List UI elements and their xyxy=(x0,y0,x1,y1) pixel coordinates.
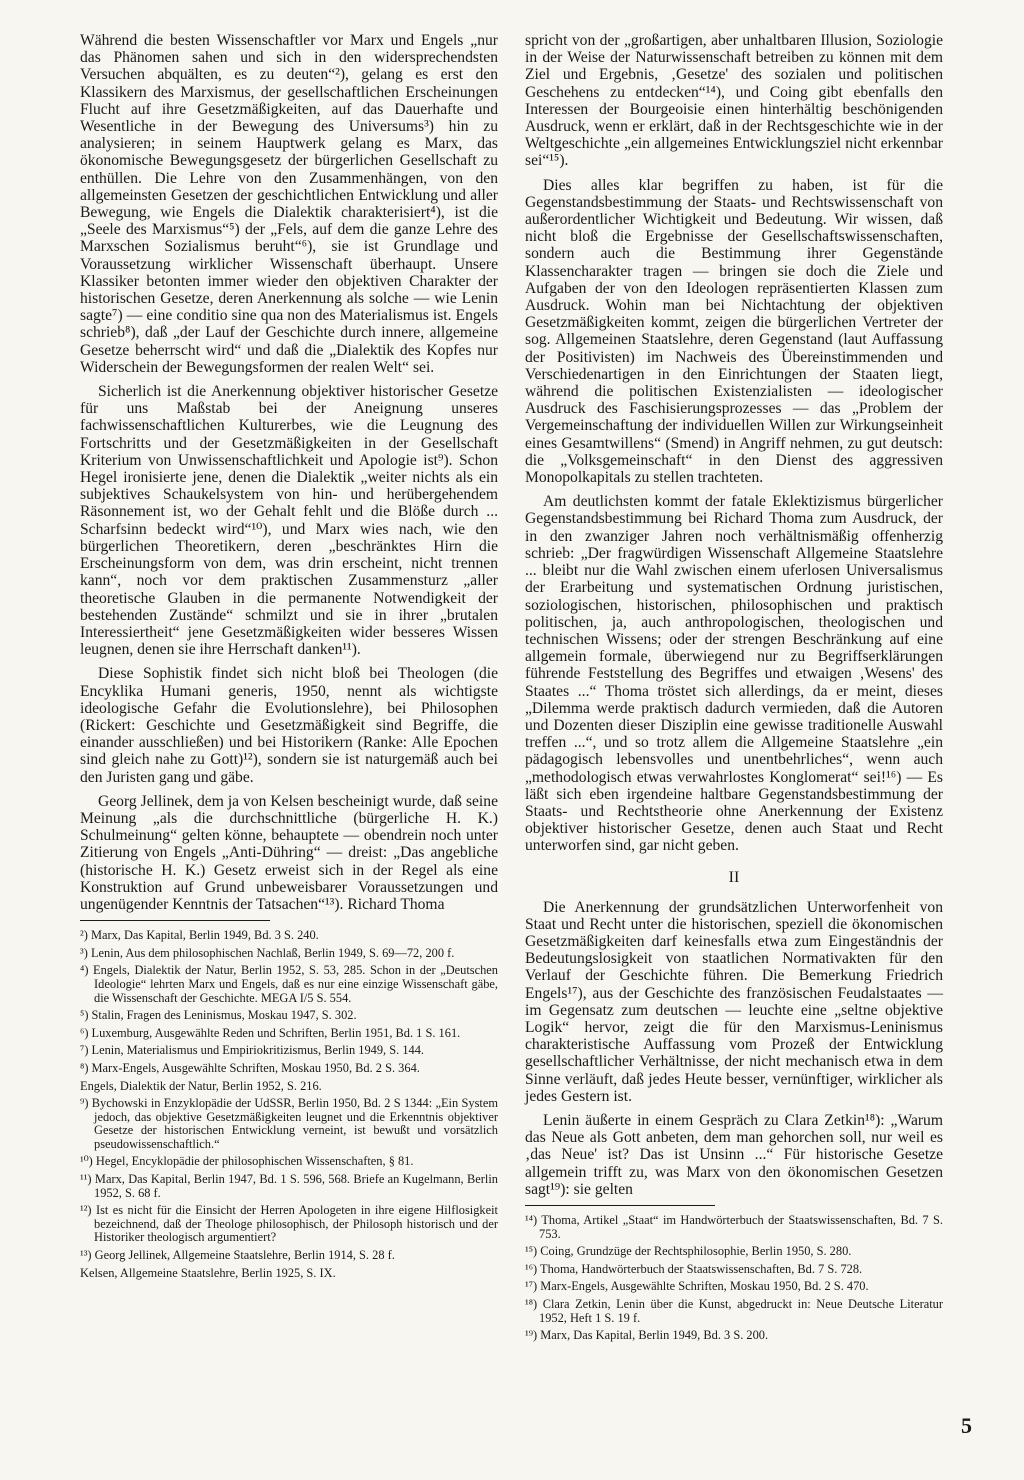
page-number: 5 xyxy=(961,1413,972,1438)
footnote-list xyxy=(80,929,498,1280)
footnote: ¹⁵) Coing, Grundzüge der Rechtsphilosophie, Berlin 1950, S. 280. xyxy=(525,1244,852,1259)
section-heading: II xyxy=(728,868,740,886)
footnote: ¹³) Georg Jellinek, Allgemeine Staatslehre, Berlin 1914, S. 28 f. xyxy=(80,1248,395,1263)
footnote-divider xyxy=(525,1205,715,1206)
footnote-list xyxy=(525,1214,943,1343)
footnote: ³) Lenin, Aus dem philosophischen Nachlaß, Berlin 1949, S. 69—72, 200 f. xyxy=(80,945,455,960)
body-paragraph: Dies alles klar begriffen zu haben, ist für die Gegenstandsbestimmung der Staats- und Rechtswissenschaft von außerordentlicher Wichtigkeit und Bedeutung. Wir wissen, daß nicht bloß die Ergebnisse der Gesellschaftswissenschaften, sondern auch die Bestimmung ihrer Gegenstände Klassencharakter tragen — bringen sie doch die Ziele und Aufgaben der von den Ideologen repräsentierten Klassen zum Ausdruck. Wohin man bei Nichtachtung der objektiven Gesetzmäßigkeiten kommt, zeigen die bürgerlichen Vertreter der sog. Allgemeinen Staatslehre, deren Gegenstand (laut Auffassung der Positivisten) im Nachweis des Übereinstimmenden und Verschiedenartigen in den Einrichtungen der Staaten liegt, während die politischen Existenzialisten — ideologischer Ausdruck des Faschisierungsprozesses — das „Problem der Vergemeinschaftung der individuellen Willen zur Wirkungseinheit eines Gesamtwillens“ (Smend) in Angriff nehmen, zu gut deutsch: die „Volksgemeinschaft“ in den Dienst des aggressiven Monopolkapitals zu stellen trachteten. xyxy=(525,176,943,487)
footnote: ¹¹) Marx, Das Kapital, Berlin 1947, Bd. 1 S. 596, 568. Briefe an Kugelmann, Berlin 1952, S. 68 f. xyxy=(80,1172,498,1200)
body-paragraph: Sicherlich ist die Anerkennung objektiver historischer Gesetze für uns Maßstab bei der Aneignung unseres fachwissenschaftlichen Kulturerbes, wie die Leugnung des Fortschritts und der Gesetzmäßigkeiten in der Gesellschaft Kriterium von Unwissenschaftlichkeit und Apologie ist⁹). Schon Hegel ironisierte jene, denen die Dialektik „weiter nichts als ein subjektives Schaukelsystem von hin- und herübergehendem Räsonnement ist, wo der Gehalt fehlt und die Blöße durch ... Scharfsinn bedeckt wird“¹⁰), und Marx wies nach, wie den bürgerlichen Theoretikern, deren „beschränktes Hirn die Erscheinungsform von dem, was drin erscheint, nicht trennen kann“, noch vor dem praktischen Zusammensturz „aller theoretische Glauben in die permanente Notwendigkeit der bestehenden Zustände“ schmilzt und sie in ihrer „brutalen Interessiertheit“ jene Gesetzmäßigkeiten wider besseres Wissen leugnen, denen sie ihre Herrschaft danken¹¹). xyxy=(80,383,498,659)
footnote: ¹⁷) Marx-Engels, Ausgewählte Schriften, Moskau 1950, Bd. 2 S. 470. xyxy=(525,1279,869,1294)
footnote: ⁶) Luxemburg, Ausgewählte Reden und Schriften, Berlin 1951, Bd. 1 S. 161. xyxy=(80,1025,461,1040)
footnote: ¹²) Ist es nicht für die Einsicht der Herren Apologeten in ihre eigene Hilflosigkeit bezeichnend, daß der Theologe philosophisch, der Philosoph historisch und der Historiker theologisch argumentiert? xyxy=(80,1203,498,1245)
footnote: ¹⁴) Thoma, Artikel „Staat“ im Handwörterbuch der Staatswissenschaften, Bd. 7 S. 753. xyxy=(525,1213,943,1241)
body-paragraph: Die Anerkennung der grundsätzlichen Unterworfenheit von Staat und Recht unter die historischen, speziell die ökonomischen Gesetzmäßigkeiten darf keinesfalls etwa zum Eingeständnis der Bedeutungslosigkeit von staatlichen Normativakten für den Verlauf der Geschichte führen. Die Bemerkung Friedrich Engels¹⁷), aus der Geschichte des französischen Feudalstaates — im Gegensatz zum deutschen — leuchte eine „seltne objektive Logik“ hervor, zeigt die für den Marxismus-Leninismus charakteristische Auffassung vom Prozeß der Entwicklung gesellschaftlicher Verhältnisse, der nicht mechanisch etwa in dem Sinne verläuft, daß jedes Heute besser, vernünftiger, wirklicher als jedes Gestern ist. xyxy=(525,898,943,1105)
footnote: ²) Marx, Das Kapital, Berlin 1949, Bd. 3 S. 240. xyxy=(80,928,319,943)
footnote: ⁵) Stalin, Fragen des Leninismus, Moskau 1947, S. 302. xyxy=(80,1008,357,1023)
body-paragraph: Diese Sophistik findet sich nicht bloß bei Theologen (die Encyklika Humani generis, 1950, nennt als wichtigste ideologische Gefahr die Evolutionslehre), bei Philosophen (Rickert: Geschichte und Gesetzmäßigkeit sind Begriffe, die einander ausschließen) und bei Historikern (Ranke: Alle Epochen sind gleich nahe zu Gott)¹²), sondern sie ist naturgemäß auch bei den Juristen gang und gäbe. xyxy=(80,665,498,786)
footnote: ⁴) Engels, Dialektik der Natur, Berlin 1952, S. 53, 285. Schon in der „Deutschen Ideologie“ lehrten Marx und Engels, daß es nur eine einzige Wissenschaft gäbe, die Wissenschaft der Geschichte. MEGA I/5 S. 554. xyxy=(80,963,498,1005)
footnote: ⁹) Bychowski in Enzyklopädie der UdSSR, Berlin 1950, Bd. 2 S 1344: „Ein System jedoch, das objektive Gesetzmäßigkeiten leugnet und die Erkenntnis objektiver Gesetze der historischen Entwicklung verneint, ist bewußt und vorsätzlich pseudowissenschaftlich.“ xyxy=(80,1096,498,1151)
footnote: ¹⁸) Clara Zetkin, Lenin über die Kunst, abgedruckt in: Neue Deutsche Literatur 1952, Heft 1 S. 19 f. xyxy=(525,1296,943,1325)
body-paragraph: spricht von der „großartigen, aber unhaltbaren Illusion, Soziologie in der Weise der Naturwissenschaft betreiben zu können mit dem Ziel und Ergebnis, ‚Gesetze' des sozialen und politischen Geschehens zu entdecken“¹⁴), und Coing gibt ebenfalls den Interessen der Bourgeoisie einen hinterhältig beschönigenden Ausdruck, wenn er erklärt, daß in der Rechtsgeschichte wie in der Weltgeschichte „ein allgemeines Entwicklungsziel nicht erkennbar sei“¹⁵). xyxy=(525,32,943,170)
footnote-continuation: Engels, Dialektik der Natur, Berlin 1952, S. 216. xyxy=(80,1078,322,1093)
footnote: ¹⁰) Hegel, Encyklopädie der philosophischen Wissenschaften, § 81. xyxy=(80,1154,414,1169)
body-paragraph: Während die besten Wissenschaftler vor Marx und Engels „nur das Phänomen sahen und sich in den widersprechendsten Versuchen abquälten, es zu deuten“²), gelang es erst den Klassikern des Marxismus, der gesellschaftlichen Erscheinungen Flucht auf ihre Gesetzmäßigkeiten, auf das Dauerhafte und Wesentliche in der Bewegung des Universums³) hin zu analysieren; in seinem Hauptwerk gelang es Marx, das ökonomische Bewegungsgesetz der bürgerlichen Gesellschaft zu enthüllen. Die Lehre von den Zusammenhängen, von den allgemeinsten Gesetzen der geschichtlichen Entwicklung und aller Bewegung, wie Engels die Dialektik charakterisiert⁴), ist die „Seele des Marxismus“⁵) der „Fels, auf dem die ganze Lehre des Marxschen Sozialismus beruht“⁶), sie ist Grundlage und Voraussetzung wirklicher Wissenschaft überhaupt. Unsere Klassiker betonten immer wieder den objektiven Charakter der historischen Gesetze, deren Anerkennung als solche — wie Lenin sagte⁷) — eine conditio sine qua non des Materialismus ist. Engels schrieb⁸), daß „der Lauf der Geschichte durch innere, allgemeine Gesetze beherrscht wird“ und daß die „Dialektik des Kopfes nur Widerschein der Bewegungsformen der realen Welt“ sei. xyxy=(80,32,498,376)
left-column xyxy=(80,32,498,1284)
right-column xyxy=(525,32,943,1347)
body-paragraph: Am deutlichsten kommt der fatale Eklektizismus bürgerlicher Gegenstandsbestimmung bei Richard Thoma zum Ausdruck, der in den zwanziger Jahren noch verhältnismäßig offenherzig schrieb: „Der fragwürdigen Wissenschaft Allgemeine Staatslehre ... bleibt nur die Wahl zwischen einem uferlosen Universalismus der Erarbeitung und systematischen Ordnung juristischen, soziologischen, historischen, philosophischen und praktisch politischen, ja, auch anthropologischen, theologischen und technischen Wissens; oder der strengen Beschränkung auf eine allgemein formale, überwiegend nur zu Begriffserklärungen führende Feststellung des Begriffes und etwaigen ‚Wesens' des Staates ...“ Thoma tröstet sich allerdings, da er meint, dieses „Dilemma werde praktisch dadurch vermieden, daß die Autoren und Dozenten dieser Disziplin eine gewisse traditionelle Auswahl treffen ...“, und so trotz allem die Allgemeine Staatslehre „ein pädagogisch lebensvolles und unentbehrliches“, wenn auch „methodologisch etwas verwahrlostes Konglomerat“ sei!¹⁶) — Es läßt sich eben irgendeine haltbare Gegenstandsbestimmung der Staats- und Rechtstheorie ohne Anerkennung der Existenz objektiver historischer Gesetze, denen auch Staat und Recht unterworfen sind, gar nicht geben. xyxy=(525,493,943,855)
footnote: ¹⁹) Marx, Das Kapital, Berlin 1949, Bd. 3 S. 200. xyxy=(525,1328,769,1343)
footnote: ⁷) Lenin, Materialismus und Empiriokritizismus, Berlin 1949, S. 144. xyxy=(80,1043,424,1058)
body-paragraph: Georg Jellinek, dem ja von Kelsen bescheinigt wurde, daß seine Meinung „als die durchschnittliche (bürgerliche H. K.) Schulmeinung“ gelten könne, behauptete — obendrein noch unter Zitierung von Engels „Anti-Dühring“ — dreist: „Das angebliche (historische H. K.) Gesetz erweist sich in der Regel als eine Konstruktion auf Grund unbeweisbarer Voraussetzungen und ungenügender Kenntnis der Tatsachen“¹³). Richard Thoma xyxy=(80,792,498,913)
footnote-divider xyxy=(80,920,270,921)
footnote: ¹⁶) Thoma, Handwörterbuch der Staatswissenschaften, Bd. 7 S. 728. xyxy=(525,1261,863,1276)
body-paragraph: Lenin äußerte in einem Gespräch zu Clara Zetkin¹⁸): „Warum das Neue als Gott anbeten, dem man gehorchen soll, nur weil es ‚das Neue' ist? Das ist Unsinn ...“ Für historische Gesetze allgemein trifft zu, was Marx von den ökonomischen Gesetzen sagt¹⁹): sie gelten xyxy=(525,1111,943,1198)
footnote-continuation: Kelsen, Allgemeine Staatslehre, Berlin 1925, S. IX. xyxy=(80,1265,336,1280)
footnote: ⁸) Marx-Engels, Ausgewählte Schriften, Moskau 1950, Bd. 2 S. 364. xyxy=(80,1060,420,1075)
